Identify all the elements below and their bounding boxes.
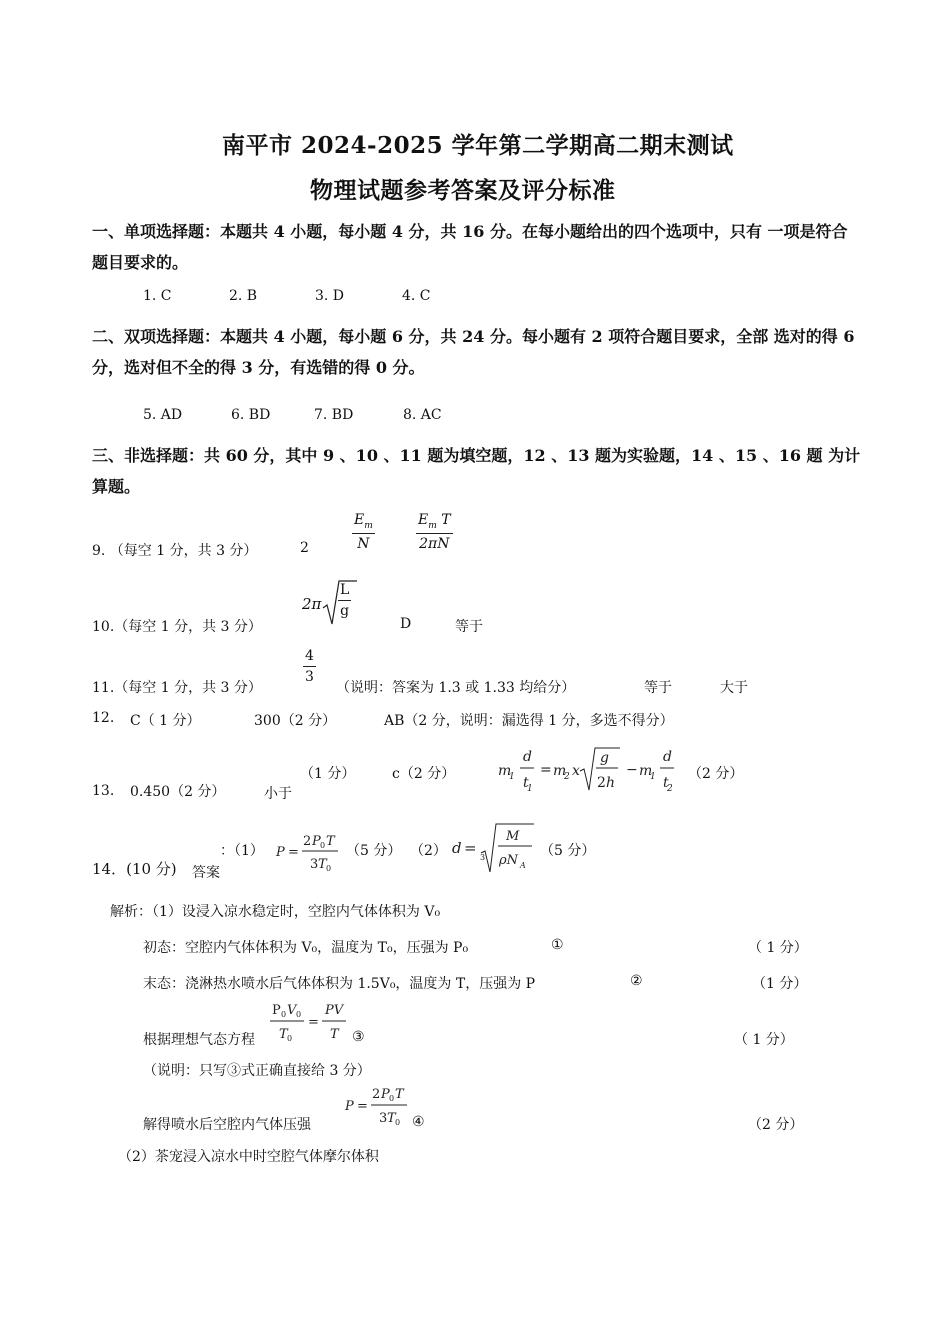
svg-text:1: 1 [509,772,515,782]
svg-text:d: d [523,749,532,765]
svg-text:3: 3 [379,1111,388,1126]
q14-line-3: 根据理想气态方程 [143,1032,255,1048]
svg-text:P: P [272,1003,281,1018]
q10-label: 10.（每空 1 分，共 3 分） [92,619,262,635]
svg-text:m: m [553,763,567,779]
svg-text:T: T [318,857,327,872]
page-title: 南平市 2024-2025 学年第二学期高二期末测试 [222,132,734,159]
q14-part2: （2） [410,843,447,859]
q9-fraction-2: $E_m$ T 2πN [418,512,451,552]
svg-text:3: 3 [310,857,319,872]
svg-text:T: T [330,1027,339,1042]
svg-text:g: g [600,750,609,766]
q14-score-2: （5 分） [540,843,596,859]
answer-4: 4. C [402,288,431,304]
q12-answer-2: 300（2 分） [254,713,337,729]
q12-answer-3: AB（2 分，说明：漏选得 1 分，多选不得分） [384,713,674,729]
q9-label: 9. （每空 1 分，共 3 分） [92,543,258,559]
q10-sqrt-fraction: L g [340,582,350,619]
svg-text:3: 3 [480,853,486,862]
svg-text:A: A [520,861,526,870]
svg-text:=: = [464,839,477,857]
svg-text:=: = [308,1015,319,1030]
page-subtitle: 物理试题参考答案及评分标准 [310,177,616,204]
q13-answer-1: 0.450（2 分） [130,784,226,800]
svg-text:M: M [506,829,520,844]
q14-gas-equation [268,998,354,1046]
svg-text:d: d [452,839,462,857]
svg-text:=: = [288,845,299,860]
svg-text:P: P [381,1087,390,1102]
svg-text:0: 0 [326,864,332,873]
q13-answer-3: c（2 分） [392,766,456,782]
q10-answer-3: 等于 [455,619,483,635]
q14-line-6: （2）茶宠浸入凉水中时空腔气体摩尔体积 [118,1149,379,1165]
svg-text:ρN: ρN [499,853,519,868]
q14-part1: ：（1） [220,843,264,859]
q11-label: 11.（每空 1 分，共 3 分） [92,680,262,696]
svg-text:0: 0 [320,841,326,850]
q13-answer-2: 小于 [264,786,292,802]
q14-line-1: 初态：空腔内气体体积为 V₀，温度为 T₀，压强为 P₀ [143,940,469,956]
q14-line-1-mark: ① [551,937,564,953]
svg-text:T: T [387,1111,396,1126]
q14-score-1: （5 分） [346,843,402,859]
q14-label: 14．(10 分) [92,860,177,878]
q14-analysis: 解析：（1）设浸入凉水稳定时，空腔内气体体积为 V₀ [110,904,441,920]
q14-answer-label: 答案 [192,865,220,881]
svg-text:x: x [572,763,580,779]
svg-text:T: T [279,1027,288,1042]
svg-text:P: P [345,1099,354,1114]
answer-3: 3. D [315,288,345,304]
svg-text:V: V [287,1003,297,1018]
answer-7: 7. BD [314,407,354,423]
q14-formula-pressure [274,828,346,876]
q14-line-3-mark: ③ [352,1029,365,1045]
section-3-heading: 三、非选择题：共 60 分，其中 9 、10 、11 题为填空题，12 、13 题为实验题，14 、15 、16 题 为计算题。 [92,446,861,496]
q14-line-3-score: （ 1 分） [734,1032,794,1048]
q14-line-5-mark: ④ [412,1114,425,1130]
svg-text:m: m [639,763,653,779]
svg-text:h: h [606,775,616,791]
q9-fraction-1: $E_m$ N [354,512,373,552]
svg-text:2: 2 [372,1087,381,1102]
q9-answer-1: 2 [300,540,309,556]
svg-text:0: 0 [287,1034,293,1043]
svg-text:0: 0 [281,1010,287,1019]
svg-text:0: 0 [395,1118,401,1127]
section-2-heading: 二、双项选择题：本题共 4 小题，每小题 6 分，共 24 分。每小题有 2 项符合题目要求，全部 选对的得 6 分，选对但不全的得 3 分，有选错的得 0 分。 [92,327,855,377]
q14-formula-distance [450,820,540,876]
svg-text:0: 0 [389,1094,395,1103]
q13-answer-2-score: （1 分） [300,766,356,782]
svg-text:P: P [276,845,285,860]
svg-text:m: m [498,763,512,779]
svg-text:P: P [312,834,321,849]
q11-answer-2: 等于 [644,680,672,696]
q10-answer-2: D [400,616,412,632]
svg-text:t: t [523,775,529,791]
answer-8: 8. AC [403,407,442,423]
svg-text:0: 0 [296,1010,302,1019]
svg-text:T: T [395,1087,404,1102]
svg-text:T: T [326,834,335,849]
q14-line-5: 解得喷水后空腔内气体压强 [143,1117,311,1133]
svg-text:=: = [357,1099,368,1114]
section-1-heading: 一、单项选择题：本题共 4 小题，每小题 4 分，共 16 分。在每小题给出的四个选项中，只有 一项是符合题目要求的。 [92,222,848,272]
svg-text:−: − [626,762,638,778]
svg-text:d: d [663,749,672,765]
svg-text:t: t [663,775,669,791]
q14-line-4: （说明：只写③式正确直接给 3 分） [143,1063,371,1079]
q14-line-2-score: （1 分） [752,976,808,992]
answer-2: 2. B [229,288,258,304]
svg-text:1: 1 [650,772,656,782]
q14-line-5-score: （2 分） [748,1117,804,1133]
q14-result-pressure [343,1082,413,1130]
svg-text:2: 2 [597,775,606,791]
q14-line-1-score: （ 1 分） [748,940,808,956]
q13-label: 13. [92,783,115,799]
q11-note: （说明：答案为 1.3 或 1.33 均给分） [336,680,576,696]
q14-line-2-mark: ② [630,973,643,989]
q13-equation [496,744,716,798]
q11-answer-3: 大于 [720,680,748,696]
answer-5: 5. AD [143,407,183,423]
svg-text:2: 2 [667,784,673,794]
svg-text:1: 1 [527,784,533,794]
q10-2pi: 2π [302,595,322,613]
q12-label: 12. [92,710,115,726]
q13-answer-4-score: （2 分） [688,766,744,782]
svg-text:=: = [540,762,552,778]
q11-fraction: 4 3 [305,648,314,685]
svg-text:2: 2 [564,772,570,782]
svg-text:2: 2 [303,834,312,849]
answer-1: 1. C [143,288,172,304]
answer-6: 6. BD [231,407,271,423]
q14-line-2: 末态：浇淋热水喷水后气体体积为 1.5V₀，温度为 T，压强为 P [143,976,536,992]
q12-answer-1: C（ 1 分） [130,713,201,729]
svg-text:PV: PV [325,1003,344,1018]
